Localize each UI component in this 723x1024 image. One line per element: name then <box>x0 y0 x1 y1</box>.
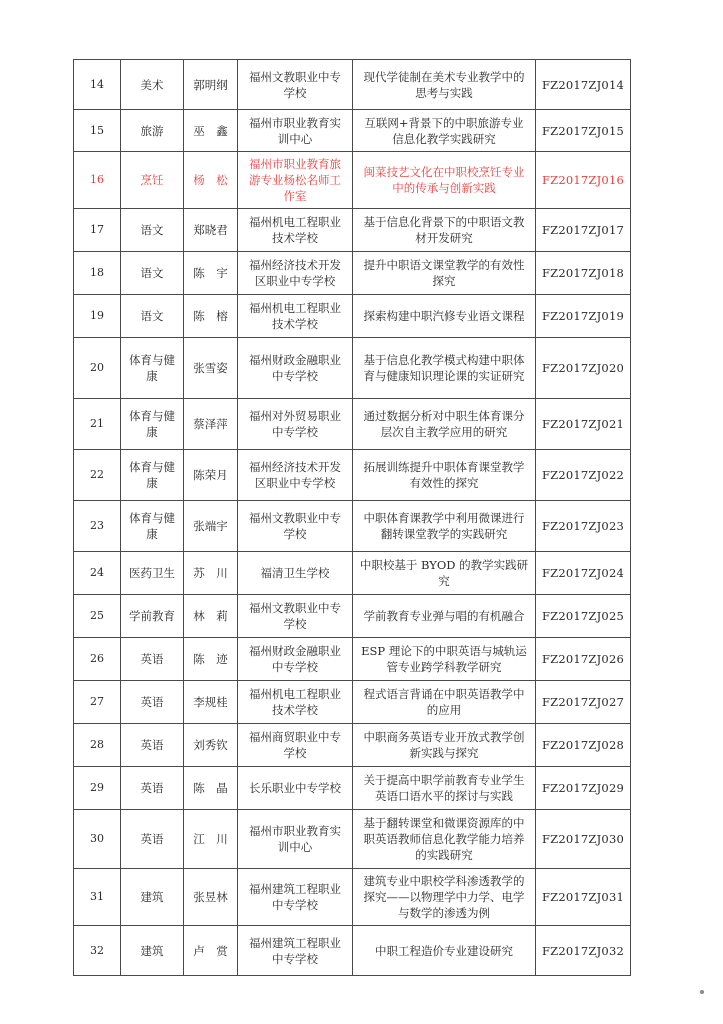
row-project-code: FZ2017ZJ020 <box>536 338 631 399</box>
row-project-code: FZ2017ZJ016 <box>536 152 631 209</box>
row-teacher-name: 张昱林 <box>184 869 238 926</box>
row-teacher-name: 张雪姿 <box>184 338 238 399</box>
row-school: 福州建筑工程职业中专学校 <box>238 869 353 926</box>
row-project-code: FZ2017ZJ023 <box>536 501 631 552</box>
row-project-code: FZ2017ZJ021 <box>536 399 631 450</box>
row-project-code: FZ2017ZJ018 <box>536 252 631 295</box>
row-project-code: FZ2017ZJ017 <box>536 209 631 252</box>
row-number: 24 <box>74 552 121 595</box>
table-row <box>74 869 631 926</box>
row-school: 福州机电工程职业技术学校 <box>238 681 353 724</box>
row-school: 福州财政金融职业中专学校 <box>238 338 353 399</box>
table-row <box>74 724 631 767</box>
row-number: 31 <box>74 869 121 926</box>
row-project-code: FZ2017ZJ024 <box>536 552 631 595</box>
row-subject: 建筑 <box>121 869 184 926</box>
table-row <box>74 152 631 209</box>
table-row <box>74 926 631 976</box>
table-row <box>74 810 631 869</box>
row-subject: 英语 <box>121 681 184 724</box>
row-school: 福州文教职业中专学校 <box>238 60 353 110</box>
row-number: 15 <box>74 110 121 152</box>
row-research-topic: 基于信息化教学模式构建中职体育与健康知识理论课的实证研究 <box>353 338 536 399</box>
row-project-code: FZ2017ZJ028 <box>536 724 631 767</box>
row-subject: 建筑 <box>121 926 184 976</box>
row-school: 福州财政金融职业中专学校 <box>238 638 353 681</box>
row-project-code: FZ2017ZJ031 <box>536 869 631 926</box>
row-subject: 语文 <box>121 252 184 295</box>
row-research-topic: 闽菜技艺文化在中职校烹饪专业中的传承与创新实践 <box>353 152 536 209</box>
row-research-topic: 中职商务英语专业开放式教学创新实践与探究 <box>353 724 536 767</box>
row-research-topic: 建筑专业中职校学科渗透教学的探究——以物理学中力学、电学与数学的渗透为例 <box>353 869 536 926</box>
row-subject: 体育与健康 <box>121 501 184 552</box>
row-teacher-name: 陈荣月 <box>184 450 238 501</box>
row-project-code: FZ2017ZJ032 <box>536 926 631 976</box>
row-teacher-name: 陈 榕 <box>184 295 238 338</box>
table-row <box>74 295 631 338</box>
row-school: 福清卫生学校 <box>238 552 353 595</box>
row-research-topic: 中职体育课教学中利用微课进行翻转课堂教学的实践研究 <box>353 501 536 552</box>
row-school: 福州机电工程职业技术学校 <box>238 295 353 338</box>
row-number: 16 <box>74 152 121 209</box>
row-number: 20 <box>74 338 121 399</box>
row-number: 18 <box>74 252 121 295</box>
row-number: 23 <box>74 501 121 552</box>
row-number: 14 <box>74 60 121 110</box>
row-project-code: FZ2017ZJ025 <box>536 595 631 638</box>
table-row <box>74 681 631 724</box>
row-number: 25 <box>74 595 121 638</box>
row-school: 福州文教职业中专学校 <box>238 501 353 552</box>
row-subject: 语文 <box>121 209 184 252</box>
row-project-code: FZ2017ZJ014 <box>536 60 631 110</box>
row-subject: 英语 <box>121 767 184 810</box>
row-project-code: FZ2017ZJ022 <box>536 450 631 501</box>
row-number: 28 <box>74 724 121 767</box>
row-teacher-name: 刘秀钦 <box>184 724 238 767</box>
row-teacher-name: 李规桂 <box>184 681 238 724</box>
row-school: 福州市职业教育实训中心 <box>238 810 353 869</box>
table-row <box>74 450 631 501</box>
row-subject: 旅游 <box>121 110 184 152</box>
table-row <box>74 110 631 152</box>
row-school: 长乐职业中专学校 <box>238 767 353 810</box>
row-subject: 美术 <box>121 60 184 110</box>
row-teacher-name: 陈 宇 <box>184 252 238 295</box>
row-project-code: FZ2017ZJ015 <box>536 110 631 152</box>
row-teacher-name: 郑晓君 <box>184 209 238 252</box>
row-subject: 体育与健康 <box>121 399 184 450</box>
row-project-code: FZ2017ZJ019 <box>536 295 631 338</box>
row-subject: 英语 <box>121 724 184 767</box>
row-subject: 体育与健康 <box>121 450 184 501</box>
table-row <box>74 595 631 638</box>
row-number: 29 <box>74 767 121 810</box>
row-teacher-name: 蔡泽萍 <box>184 399 238 450</box>
row-teacher-name: 杨 松 <box>184 152 238 209</box>
row-project-code: FZ2017ZJ029 <box>536 767 631 810</box>
row-research-topic: 拓展训练提升中职体育课堂教学有效性的探究 <box>353 450 536 501</box>
row-research-topic: 探索构建中职汽修专业语文课程 <box>353 295 536 338</box>
row-teacher-name: 江 川 <box>184 810 238 869</box>
row-research-topic: 提升中职语文课堂教学的有效性探究 <box>353 252 536 295</box>
row-research-topic: 基于翻转课堂和微课资源库的中职英语教师信息化教学能力培养的实践研究 <box>353 810 536 869</box>
row-subject: 烹饪 <box>121 152 184 209</box>
row-school: 福州经济技术开发区职业中专学校 <box>238 252 353 295</box>
roster-body <box>74 60 631 976</box>
row-school: 福州对外贸易职业中专学校 <box>238 399 353 450</box>
row-teacher-name: 林 莉 <box>184 595 238 638</box>
row-research-topic: 通过数据分析对中职生体育课分层次自主教学应用的研究 <box>353 399 536 450</box>
row-number: 21 <box>74 399 121 450</box>
row-project-code: FZ2017ZJ026 <box>536 638 631 681</box>
row-school: 福州文教职业中专学校 <box>238 595 353 638</box>
table-row <box>74 209 631 252</box>
row-teacher-name: 卢 赏 <box>184 926 238 976</box>
row-research-topic: 现代学徒制在美术专业教学中的思考与实践 <box>353 60 536 110</box>
table-row <box>74 552 631 595</box>
table-row <box>74 399 631 450</box>
row-research-topic: 互联网+背景下的中职旅游专业信息化教学实践研究 <box>353 110 536 152</box>
row-subject: 体育与健康 <box>121 338 184 399</box>
row-school: 福州市职业教育旅游专业杨松名师工作室 <box>238 152 353 209</box>
row-project-code: FZ2017ZJ027 <box>536 681 631 724</box>
table-row <box>74 338 631 399</box>
row-research-topic: 中职工程造价专业建设研究 <box>353 926 536 976</box>
row-research-topic: ESP 理论下的中职英语与城轨运管专业跨学科教学研究 <box>353 638 536 681</box>
row-subject: 医药卫生 <box>121 552 184 595</box>
row-number: 26 <box>74 638 121 681</box>
scan-speck <box>700 990 704 994</box>
table-row <box>74 638 631 681</box>
row-school: 福州商贸职业中专学校 <box>238 724 353 767</box>
row-teacher-name: 郭明纲 <box>184 60 238 110</box>
row-research-topic: 程式语言背诵在中职英语教学中的应用 <box>353 681 536 724</box>
row-subject: 英语 <box>121 638 184 681</box>
table-row <box>74 252 631 295</box>
row-number: 30 <box>74 810 121 869</box>
row-number: 17 <box>74 209 121 252</box>
row-school: 福州建筑工程职业中专学校 <box>238 926 353 976</box>
table-row <box>74 767 631 810</box>
row-number: 32 <box>74 926 121 976</box>
row-school: 福州机电工程职业技术学校 <box>238 209 353 252</box>
row-school: 福州经济技术开发区职业中专学校 <box>238 450 353 501</box>
row-teacher-name: 陈 迹 <box>184 638 238 681</box>
row-school: 福州市职业教育实训中心 <box>238 110 353 152</box>
row-teacher-name: 苏 川 <box>184 552 238 595</box>
row-number: 27 <box>74 681 121 724</box>
row-research-topic: 学前教育专业弹与唱的有机融合 <box>353 595 536 638</box>
row-research-topic: 基于信息化背景下的中职语文教材开发研究 <box>353 209 536 252</box>
row-research-topic: 关于提高中职学前教育专业学生英语口语水平的探讨与实践 <box>353 767 536 810</box>
table-row <box>74 501 631 552</box>
row-number: 19 <box>74 295 121 338</box>
row-teacher-name: 陈 晶 <box>184 767 238 810</box>
row-subject: 英语 <box>121 810 184 869</box>
row-teacher-name: 张端宇 <box>184 501 238 552</box>
row-project-code: FZ2017ZJ030 <box>536 810 631 869</box>
row-subject: 学前教育 <box>121 595 184 638</box>
row-research-topic: 中职校基于 BYOD 的教学实践研究 <box>353 552 536 595</box>
row-teacher-name: 巫 鑫 <box>184 110 238 152</box>
row-number: 22 <box>74 450 121 501</box>
table-row <box>74 60 631 110</box>
row-subject: 语文 <box>121 295 184 338</box>
project-roster-table <box>73 59 631 976</box>
